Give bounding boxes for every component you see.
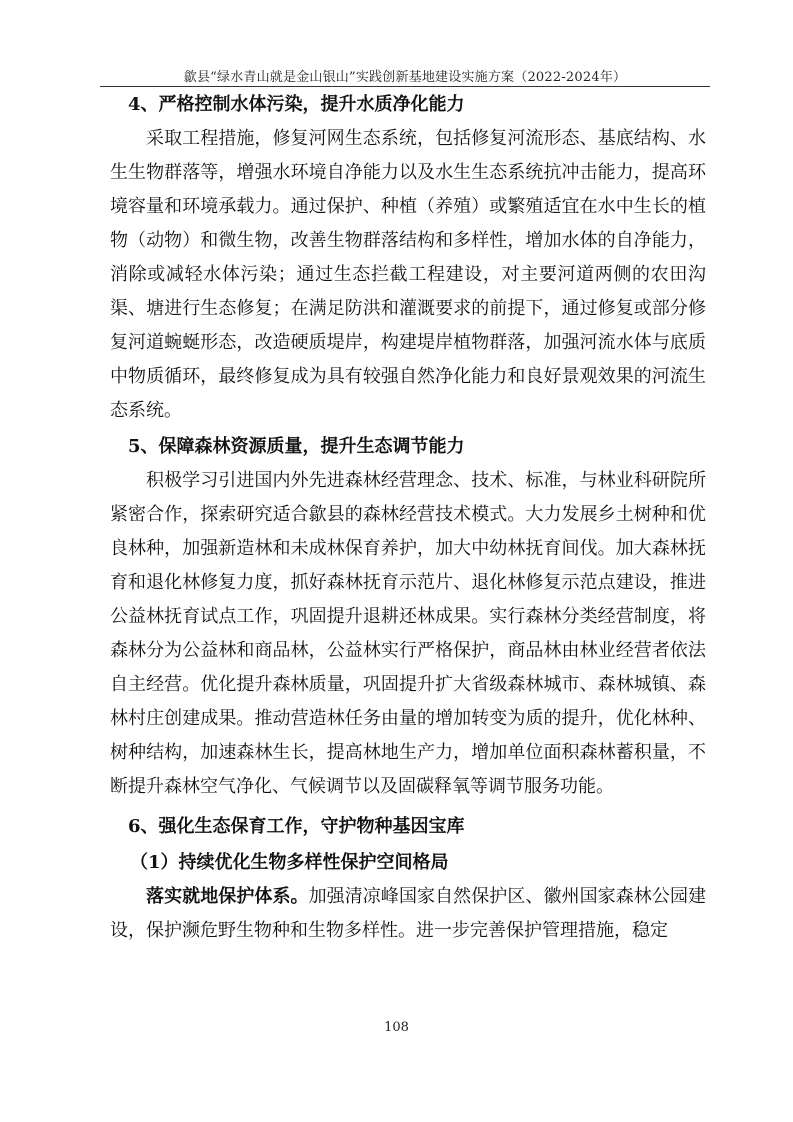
page-number: 108 [384, 1020, 409, 1035]
running-header: 歙县“绿水青山就是金山银山”实践创新基地建设实施方案（2022-2024年） [183, 70, 627, 85]
page-body [110, 88, 706, 948]
section-heading-6: 6、强化生态保育工作，守护物种基因宝库 [128, 816, 465, 837]
paragraph-lead-term: 落实就地保护体系。 [146, 886, 309, 907]
paragraph-text: 加强清凉峰国家自然保护区、徽州国家森林公园建设，保护濒危野生物种和生物多样性。进一步完善保护管理措施，稳定 [110, 886, 707, 941]
section-4-paragraph: 采取工程措施，修复河网生态系统，包括修复河流形态、基底结构、水生生物群落等，增强水环境自净能力以及水生生态系统抗冲击能力，提高环境容量和环境承载力。通过保护、种植（养殖）或繁殖适宜在水中生长的植物（动物）和微生物，改善生物群落结构和多样性，增加水体的自净能力，消除或减轻水体污染；通过生态拦截工程建设，对主要河道两侧的农田沟渠、塘进行生态修复；在满足防洪和灌溉要求的前提下，通过修复或部分修复河道蜿蜒形态，改造硬质堤岸，构建堤岸植物群落，加强河流水体与底质中物质循环，最终修复成为具有较强自然净化能力和良好景观效果的河流生态系统。 [110, 128, 706, 421]
section-heading-4: 4、严格控制水体污染，提升水质净化能力 [128, 94, 465, 115]
section-heading-5: 5、保障森林资源质量，提升生态调节能力 [128, 436, 465, 457]
header-rule [100, 86, 710, 87]
subsection-heading-6-1: （1）持续优化生物多样性保护空间格局 [130, 852, 449, 873]
subsection-6-1-paragraph [110, 880, 706, 948]
section-5-paragraph: 积极学习引进国内外先进森林经营理念、技术、标准，与林业科研院所紧密合作，探索研究适合歙县的森林经营技术模式。大力发展乡土树种和优良林种，加强新造林和未成林保育养护，加大中幼林抚育间伐。加大森林抚育和退化林修复力度，抓好森林抚育示范片、退化林修复示范点建设，推进公益林抚育试点工作，巩固提升退耕还林成果。实行森林分类经营制度，将森林分为公益林和商品林，公益林实行严格保护，商品林由林业经营者依法自主经营。优化提升森林质量，巩固提升扩大省级森林城市、森林城镇、森林村庄创建成果。推动营造林任务由量的增加转变为质的提升，优化林种、树种结构，加速森林生长，提高林地生产力，增加单位面积森林蓄积量，不断提升森林空气净化、气候调节以及固碳释氧等调节服务功能。 [110, 470, 706, 797]
